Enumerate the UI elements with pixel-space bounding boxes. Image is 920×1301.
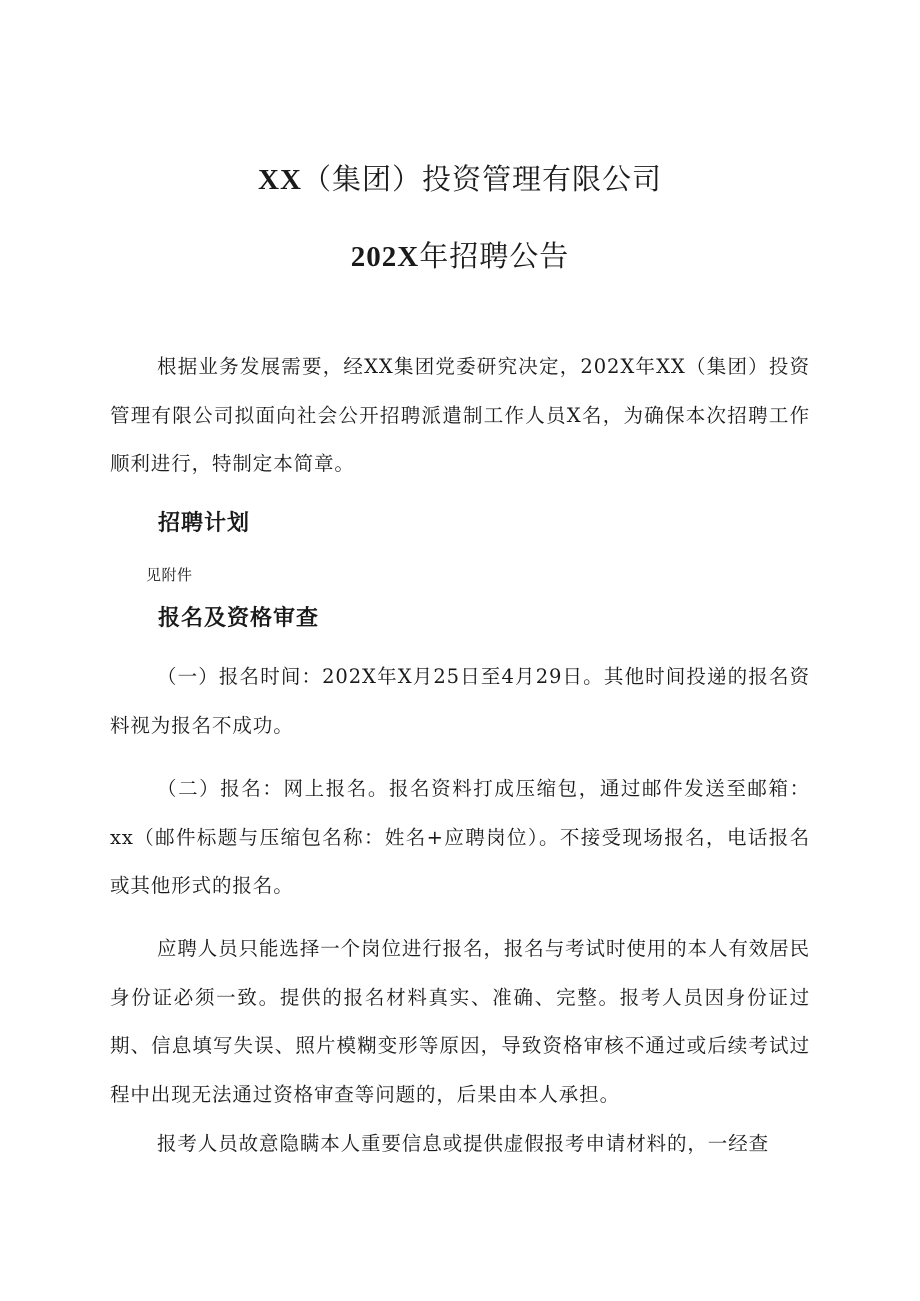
title-year-prefix: 202X — [350, 241, 420, 273]
registration-method-paragraph: （二）报名：网上报名。报名资料打成压缩包，通过邮件发送至邮箱：xx（邮件标题与压缩包名称：姓名+应聘岗位）。不接受现场报名，电话报名或其他形式的报名。 — [110, 777, 810, 897]
document-title-announcement — [0, 234, 920, 275]
document-title-company — [0, 157, 920, 198]
registration-time-paragraph: （一）报名时间：202X年X月25日至4月29日。其他时间投递的报名资料视为报名不成功。 — [110, 665, 810, 737]
plan-note: 见附件 — [146, 566, 193, 584]
intro-paragraph: 根据业务发展需要，经XX集团党委研究决定，202X年XX（集团）投资管理有限公司拟面向社会公开招聘派遣制工作人员X名，为确保本次招聘工作顺利进行，特制定本简章。 — [110, 355, 810, 475]
false-info-paragraph: 报考人员故意隐瞒本人重要信息或提供虚假报考申请材料的，一经查 — [157, 1132, 770, 1155]
title-company-prefix: XX — [258, 164, 302, 196]
title-company-rest: （集团）投资管理有限公司 — [301, 162, 662, 196]
section-heading-plan: 招聘计划 — [158, 511, 251, 536]
registration-rules-paragraph: 应聘人员只能选择一个岗位进行报名，报名与考试时使用的本人有效居民身份证必须一致。提供的报名材料真实、准确、完整。报考人员因身份证过期、信息填写失误、照片模糊变形等原因，导致资格审核不通过或后续考试过程中出现无法通过资格审查等问题的，后果由本人承担。 — [110, 937, 810, 1106]
title-announcement-rest: 年招聘公告 — [419, 239, 570, 273]
section-heading-registration: 报名及资格审查 — [158, 606, 320, 631]
